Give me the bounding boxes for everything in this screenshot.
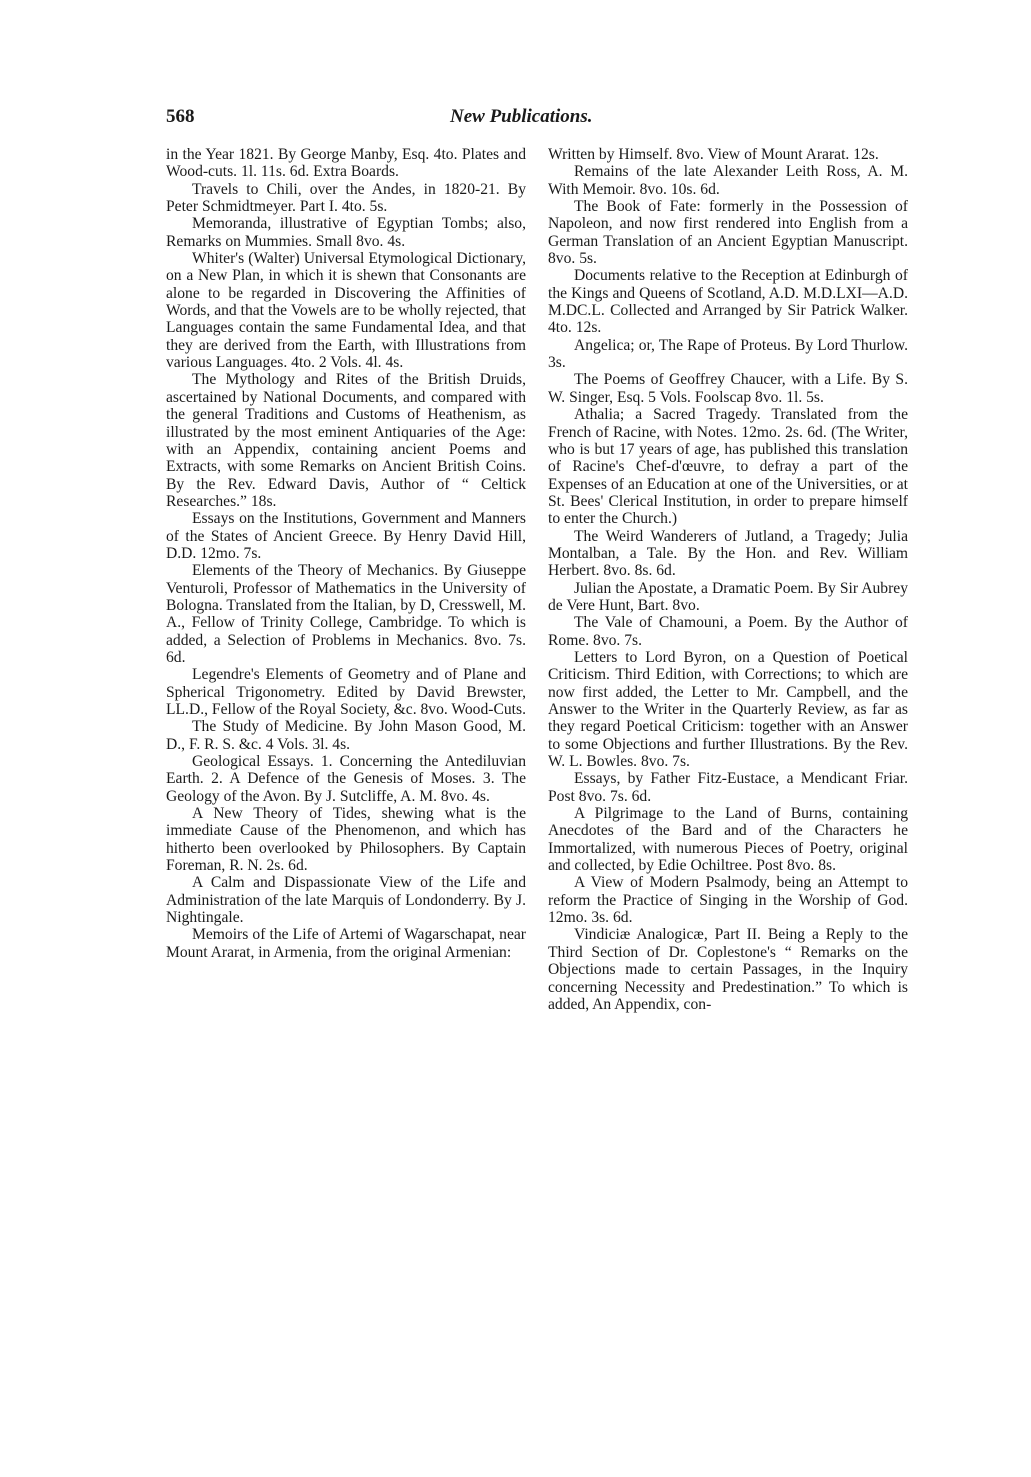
publication-entry: A Calm and Dispassionate View of the Life and Administration of the late Marquis of Londonderry. By J. Nightingale. <box>166 874 526 927</box>
publication-entry: The Weird Wanderers of Jutland, a Tragedy; Julia Montalban, a Tale. By the Hon. and Rev. William Herbert. 8vo. 8s. 6d. <box>548 527 908 580</box>
publication-entry: Documents relative to the Reception at Edinburgh of the Kings and Queens of Scotland, A.D. M.D.LXI—A.D. M.DC.L. Collected and Arranged by Sir Patrick Walker. 4to. 12s. <box>548 267 908 337</box>
publication-entry: A New Theory of Tides, shewing what is the immediate Cause of the Phenomenon, and which has hitherto been overlooked by Philosophers. By Captain Foreman, R. N. 2s. 6d. <box>166 805 526 875</box>
page-number: 568 <box>166 106 195 127</box>
publication-entry: Memoirs of the Life of Artemi of Wagarschapat, near Mount Ararat, in Armenia, from the original Armenian: <box>166 926 526 961</box>
publication-entry: Vindiciæ Analogicæ, Part II. Being a Reply to the Third Section of Dr. Coplestone's “ Remarks on the Objections made to certain Passages, in the Inquiry concerning Necessity and Predestination.” To which is added, An Appendix, con- <box>548 926 908 1013</box>
right-column <box>548 146 908 1013</box>
publication-entry: Essays, by Father Fitz-Eustace, a Mendicant Friar. Post 8vo. 7s. 6d. <box>548 770 908 805</box>
publication-entry: in the Year 1821. By George Manby, Esq. 4to. Plates and Wood-cuts. 1l. 11s. 6d. Extra Boards. <box>166 146 526 181</box>
publication-entry: The Book of Fate: formerly in the Possession of Napoleon, and now first rendered into English from a German Translation of an Ancient Egyptian Manuscript. 8vo. 5s. <box>548 198 908 268</box>
left-column <box>166 146 526 961</box>
publication-entry: The Mythology and Rites of the British Druids, ascertained by National Documents, and compared with the general Traditions and Customs of Heathenism, as illustrated by the most eminent Antiquaries of the Age: with an Appendix, containing ancient Poems and Extracts, with some Remarks on Ancient British Coins. By the Rev. Edward Davis, Author of “ Celtick Researches.” 18s. <box>166 371 526 510</box>
publication-entry: Elements of the Theory of Mechanics. By Giuseppe Venturoli, Professor of Mathematics in the University of Bologna. Translated from the Italian, by D, Cresswell, M. A., Fellow of Trinity College, Cambridge. To which is added, a Selection of Problems in Mechanics. 8vo. 7s. 6d. <box>166 562 526 666</box>
publication-entry: Letters to Lord Byron, on a Question of Poetical Criticism. Third Edition, with Corrections; to which are now first added, the Letter to Mr. Campbell, and the Answer to the Writer in the Quarterly Review, as far as they regard Poetical Criticism: together with an Answer to some Objections and further Illustrations. By the Rev. W. L. Bowles. 8vo. 7s. <box>548 648 908 771</box>
publication-entry: Geological Essays. 1. Concerning the Antediluvian Earth. 2. A Defence of the Genesis of Moses. 3. The Geology of the Avon. By J. Sutcliffe, A. M. 8vo. 4s. <box>166 753 526 805</box>
publication-entry: The Poems of Geoffrey Chaucer, with a Life. By S. W. Singer, Esq. 5 Vols. Foolscap 8vo. 1l. 5s. <box>548 371 908 406</box>
publication-entry: Athalia; a Sacred Tragedy. Translated from the French of Racine, with Notes. 12mo. 2s. 6d. (The Writer, who is but 17 years of age, has published this translation of Racine's Chef-d'œuvre, to defray a part of the Expenses of an Education at one of the Universities, or at St. Bees' Clerical Institution, in order to prepare himself to enter the Church.) <box>548 406 908 528</box>
publication-entry: A Pilgrimage to the Land of Burns, containing Anecdotes of the Bard and of the Characters he Immortalized, with numerous Pieces of Poetry, original and collected, by Edie Ochiltree. Post 8vo. 8s. <box>548 805 908 875</box>
publication-entry: The Study of Medicine. By John Mason Good, M. D., F. R. S. &c. 4 Vols. 3l. 4s. <box>166 718 526 753</box>
publication-entry: Memoranda, illustrative of Egyptian Tombs; also, Remarks on Mummies. Small 8vo. 4s. <box>166 215 526 250</box>
publication-entry: Remains of the late Alexander Leith Ross, A. M. With Memoir. 8vo. 10s. 6d. <box>548 163 908 198</box>
running-title: New Publications. <box>450 106 593 127</box>
publication-entry: A View of Modern Psalmody, being an Attempt to reform the Practice of Singing in the Worship of God. 12mo. 3s. 6d. <box>548 874 908 927</box>
publication-entry: Julian the Apostate, a Dramatic Poem. By Sir Aubrey de Vere Hunt, Bart. 8vo. <box>548 579 908 614</box>
page-header <box>166 106 910 132</box>
publication-entry: Angelica; or, The Rape of Proteus. By Lord Thurlow. 3s. <box>548 336 908 372</box>
publication-entry: Travels to Chili, over the Andes, in 1820-21. By Peter Schmidtmeyer. Part I. 4to. 5s. <box>166 180 526 216</box>
publication-entry: The Vale of Chamouni, a Poem. By the Author of Rome. 8vo. 7s. <box>548 614 908 649</box>
publication-entry: Written by Himself. 8vo. View of Mount Ararat. 12s. <box>548 146 879 163</box>
publication-entry: Essays on the Institutions, Government and Manners of the States of Ancient Greece. By Henry David Hill, D.D. 12mo. 7s. <box>166 510 526 562</box>
publication-entry: Whiter's (Walter) Universal Etymological Dictionary, on a New Plan, in which it is shewn that Consonants are alone to be regarded in Discovering the Affinities of Words, and that the Vowels are to be wholly rejected, that Languages contain the same Fundamental Idea, and that they are derived from the Earth, with Illustrations from various Languages. 4to. 2 Vols. 4l. 4s. <box>166 250 526 372</box>
publication-entry: Legendre's Elements of Geometry and of Plane and Spherical Trigonometry. Edited by David Brewster, LL.D., Fellow of the Royal Society, &c. 8vo. Wood-Cuts. <box>166 666 526 718</box>
